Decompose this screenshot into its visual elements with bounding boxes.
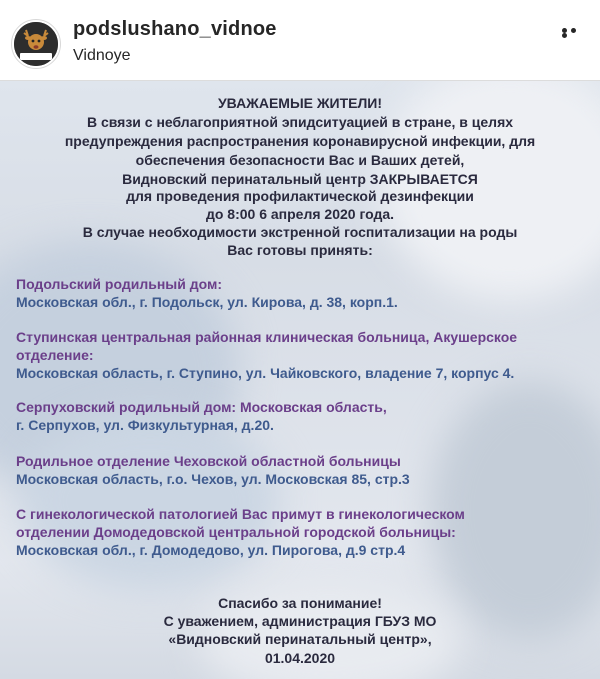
hospital-address: Московская область, г.о. Чехов, ул. Московская 85, стр.3 xyxy=(16,471,410,487)
closing-date: 01.04.2020 xyxy=(264,650,336,666)
location[interactable]: Vidnoye xyxy=(73,47,131,64)
closing-line: С уважением, администрация ГБУЗ МО xyxy=(163,613,437,629)
notice-intro-line: Вас готовы принять: xyxy=(227,242,373,258)
notice-title: УВАЖАЕМЫЕ ЖИТЕЛИ! xyxy=(217,95,383,111)
notice-intro-line: Видновский перинатальный центр ЗАКРЫВАЕТСЯ xyxy=(122,171,478,187)
username[interactable]: podslushano_vidnoe xyxy=(73,18,277,40)
hospital-name: Родильное отделение Чеховской областной больницы xyxy=(16,453,401,469)
hospital-name: С гинекологической патологией Вас примут в гинекологическом xyxy=(16,506,465,522)
more-options-icon[interactable] xyxy=(562,28,586,48)
glove-shape xyxy=(20,411,280,591)
hospital-name: отделении Домодедовской центральной городской больницы: xyxy=(16,524,456,540)
notice-intro-line: В случае необходимости экстренной госпитализации на роды xyxy=(82,224,518,240)
hospital-address: Московская обл., г. Подольск, ул. Кирова, д. 38, корп.1. xyxy=(16,294,398,310)
post-image xyxy=(0,81,600,679)
notice-intro-line: для проведения профилактической дезинфекции xyxy=(126,188,474,204)
notice-intro-line: предупреждения распространения коронавирусной инфекции, для xyxy=(64,133,536,149)
hospital-name: Ступинская центральная районная клиническая больница, Акушерское xyxy=(16,329,518,345)
hospital-name: отделение: xyxy=(16,347,94,363)
closing-line: «Видновский перинатальный центр», xyxy=(168,631,432,647)
notice-intro-line: до 8:00 6 апреля 2020 года. xyxy=(205,206,395,222)
post-header xyxy=(0,0,600,81)
hospital-name: Серпуховский родильный дом: Московская область, xyxy=(16,399,387,415)
notice-intro-line: В связи с неблагоприятной эпидситуацией в стране, в целях xyxy=(86,114,514,130)
closing-line: Спасибо за понимание! xyxy=(218,595,382,611)
hospital-address: Московская обл., г. Домодедово, ул. Пирогова, д.9 стр.4 xyxy=(16,542,406,558)
deer-icon xyxy=(14,22,58,66)
hospital-name: Подольский родильный дом: xyxy=(16,276,223,292)
hospital-address: Московская область, г. Ступино, ул. Чайковского, владение 7, корпус 4. xyxy=(16,365,515,381)
hospital-address: г. Серпухов, ул. Физкультурная, д.20. xyxy=(16,417,274,433)
notice-intro-line: обеспечения безопасности Вас и Ваших детей, xyxy=(135,152,465,168)
avatar[interactable] xyxy=(12,20,60,68)
